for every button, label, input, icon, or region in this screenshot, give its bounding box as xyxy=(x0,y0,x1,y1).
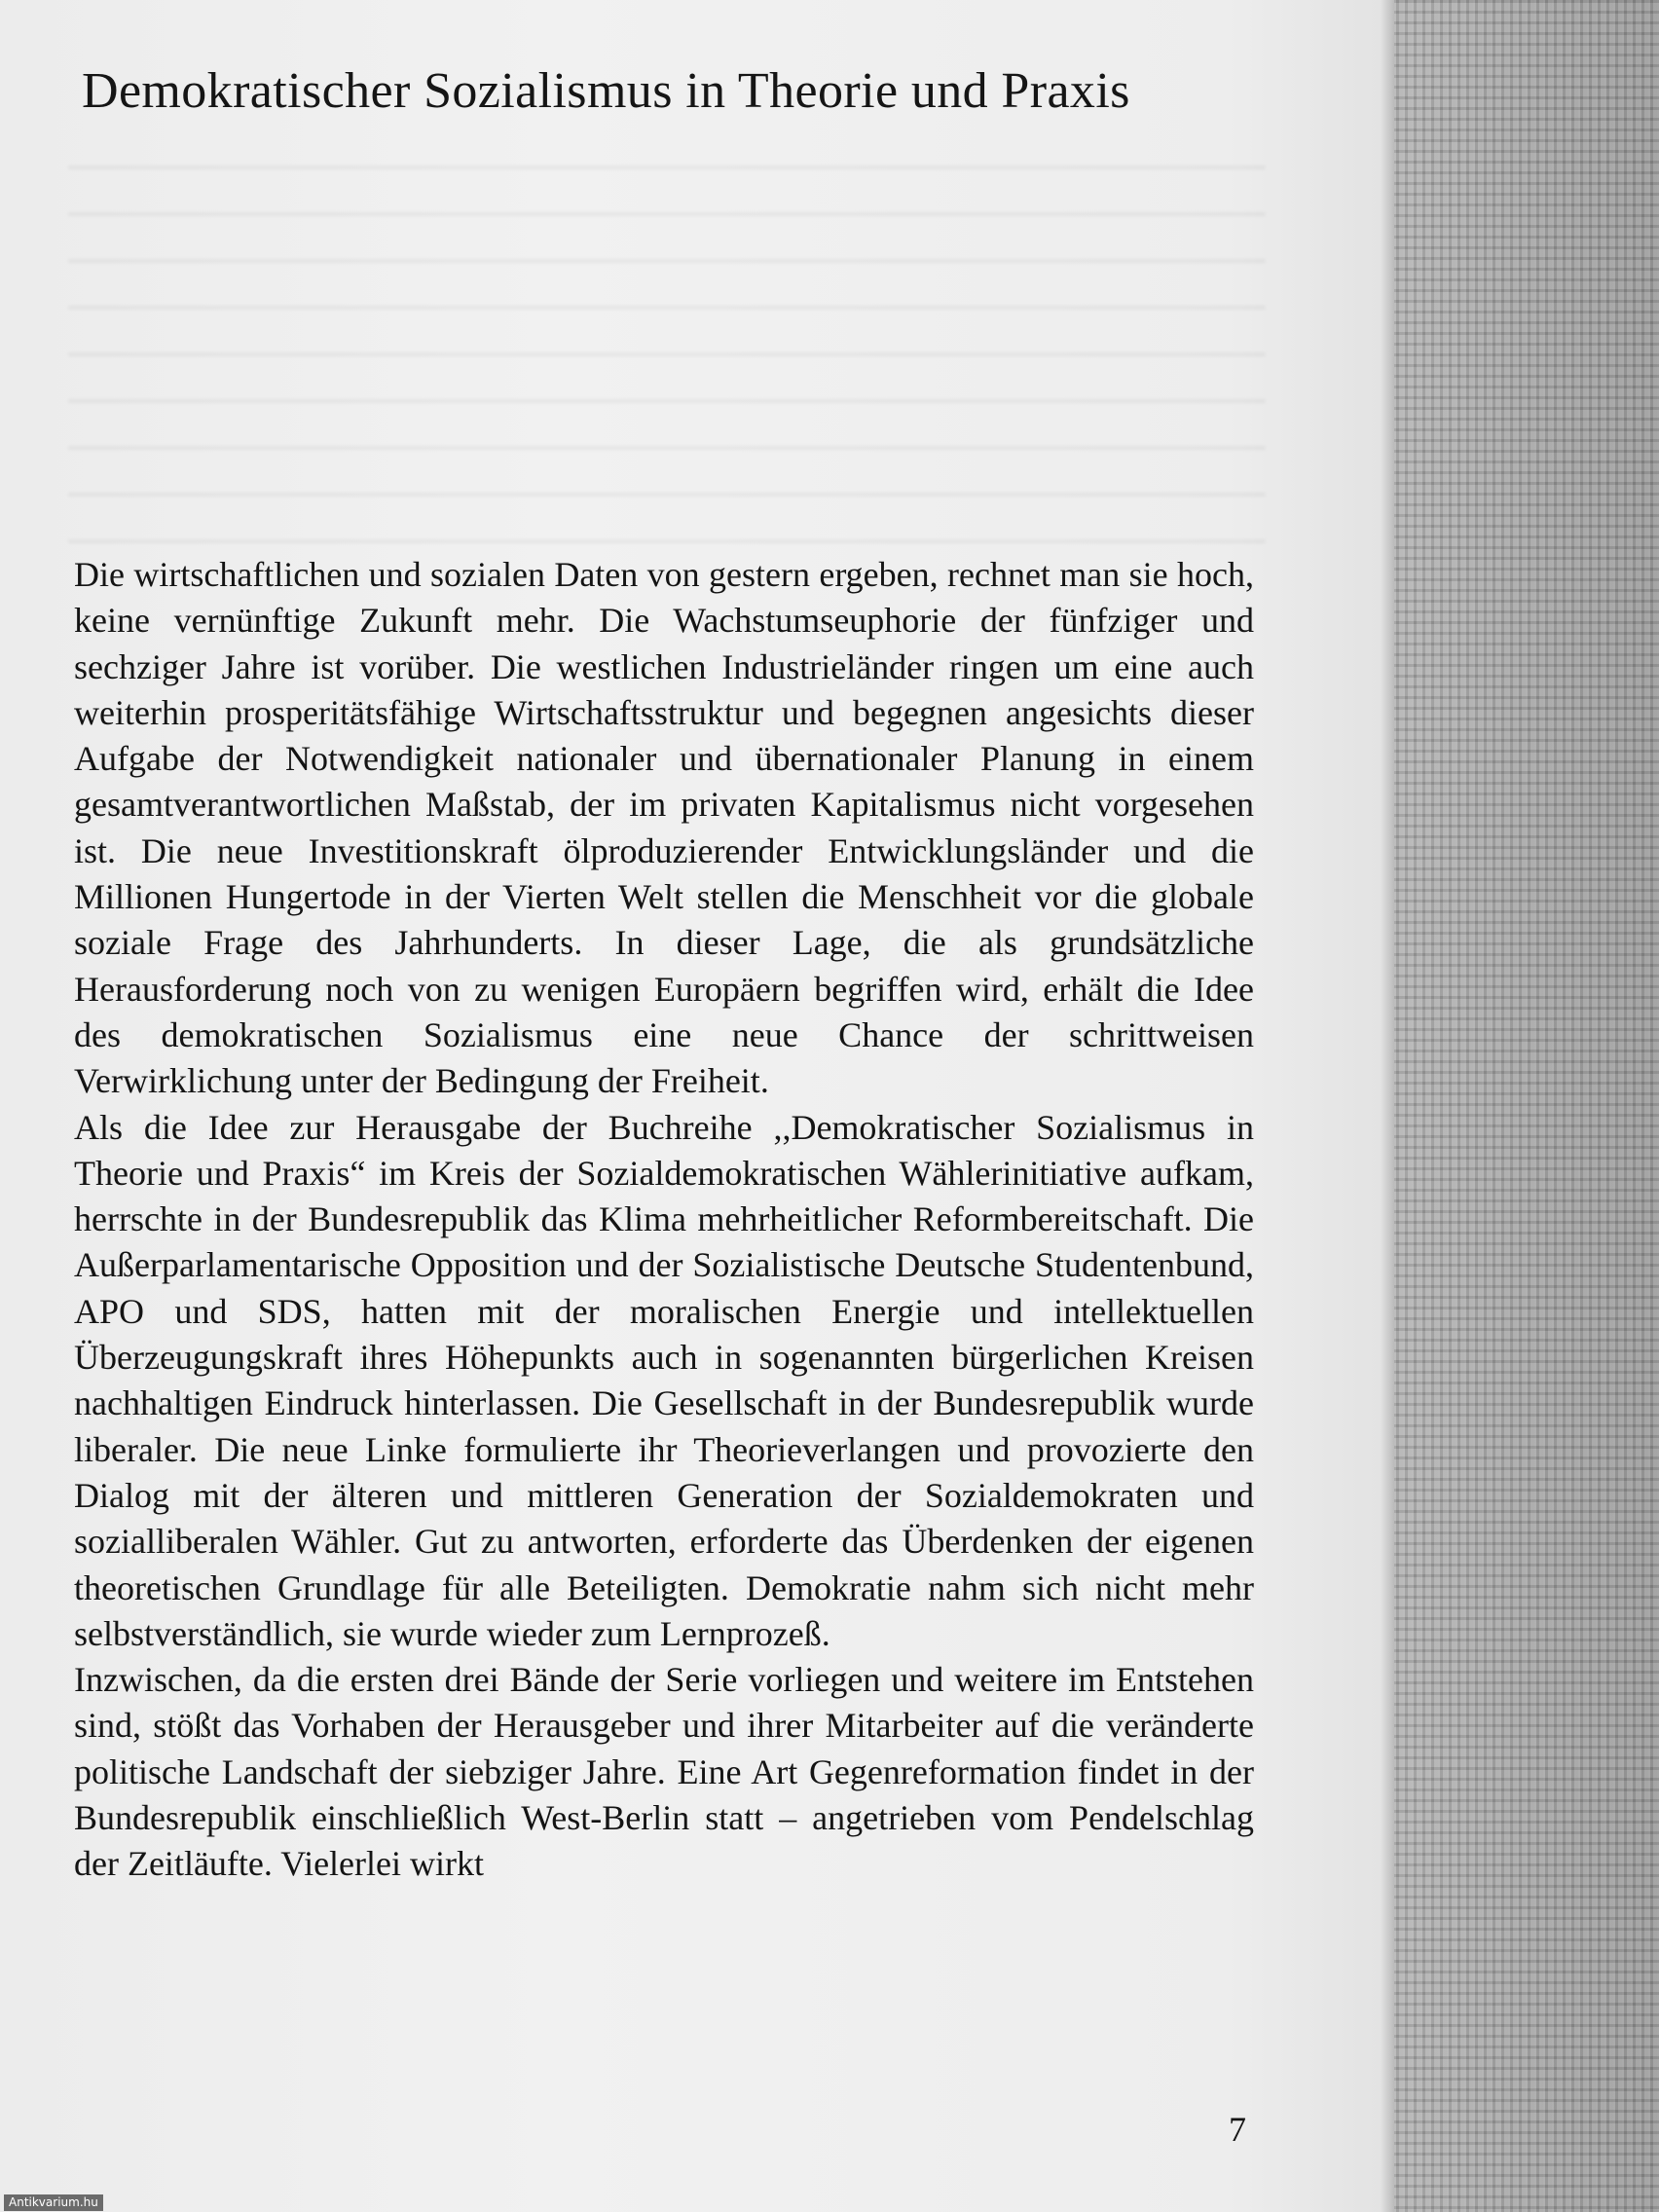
paragraph: Die wirtschaftlichen und sozialen Daten von gestern ergeben, rechnet man sie hoch, keine vernünftige Zukunft mehr. Die Wachstumseuphorie der fünfziger und sechziger Jahre ist vorüber. Die westlichen Industrieländer ringen um eine auch weiterhin prosperitätsfähige Wirtschaftsstruktur und begegnen angesichts dieser Aufgabe der Notwendigkeit nationaler und übernationaler Planung in einem gesamtverantwortlichen Maßstab, der im privaten Kapitalismus nicht vorgesehen ist. Die neue Investitionskraft ölproduzierender Entwicklungsländer und die Millionen Hungertode in der Vierten Welt stellen die Menschheit vor die globale soziale Frage des Jahrhunderts. In dieser Lage, die als grundsätzliche Herausforderung noch von zu wenigen Europäern begriffen wird, erhält die Idee des demokratischen Sozialismus eine neue Chance der schrittweisen Verwirklichung unter der Bedingung der Freiheit. xyxy=(74,555,1254,1101)
paragraph: Als die Idee zur Herausgabe der Buchreihe ,,Demokratischer Sozialismus in Theorie und Praxis“ im Kreis der Sozialdemokratischen Wählerinitiative aufkam, herrschte in der Bundesrepublik das Klima mehrheitlicher Reformbereitschaft. Die Außerparlamentarische Opposition und der Sozialistische Deutsche Studentenbund, APO und SDS, hatten mit der moralischen Energie und intellektuellen Überzeugungskraft ihres Höhepunkts auch in sogenannten bürgerlichen Kreisen nachhaltigen Eindruck hinterlassen. Die Gesellschaft in der Bundesrepublik wurde liberaler. Die neue Linke formulierte ihr Theorieverlangen und provozierte den Dialog mit der älteren und mittleren Generation der Sozialdemokraten und sozialliberalen Wähler. Gut zu antworten, erforderte das Überdenken der eigenen theoretischen Grundlage für alle Beteiligten. Demokratie nahm sich nicht mehr selbstverständlich, sie wurde wieder zum Lernprozeß. xyxy=(74,1107,1254,1653)
page-edge-shadow xyxy=(1381,0,1394,2212)
show-through-text xyxy=(68,136,1266,545)
paragraph: Inzwischen, da die ersten drei Bände der Serie vorliegen und weitere im Entstehen sind, stößt das Vorhaben der Herausgeber und ihrer Mitarbeiter auf die veränderte politische Landschaft der siebziger Jahre. Eine Art Gegenreformation findet in der Bundesrepublik einschließlich West-Berlin statt – angetrieben vom Pendelschlag der Zeitläufte. Vielerlei wirkt xyxy=(74,1660,1254,1884)
page-number: 7 xyxy=(1229,2110,1246,2149)
body-text xyxy=(74,552,1254,1888)
watermark: Antikvarium.hu xyxy=(4,2194,103,2211)
background-board xyxy=(1394,0,1659,2212)
page-title: Demokratischer Sozialismus in Theorie und Praxis xyxy=(82,63,1130,119)
